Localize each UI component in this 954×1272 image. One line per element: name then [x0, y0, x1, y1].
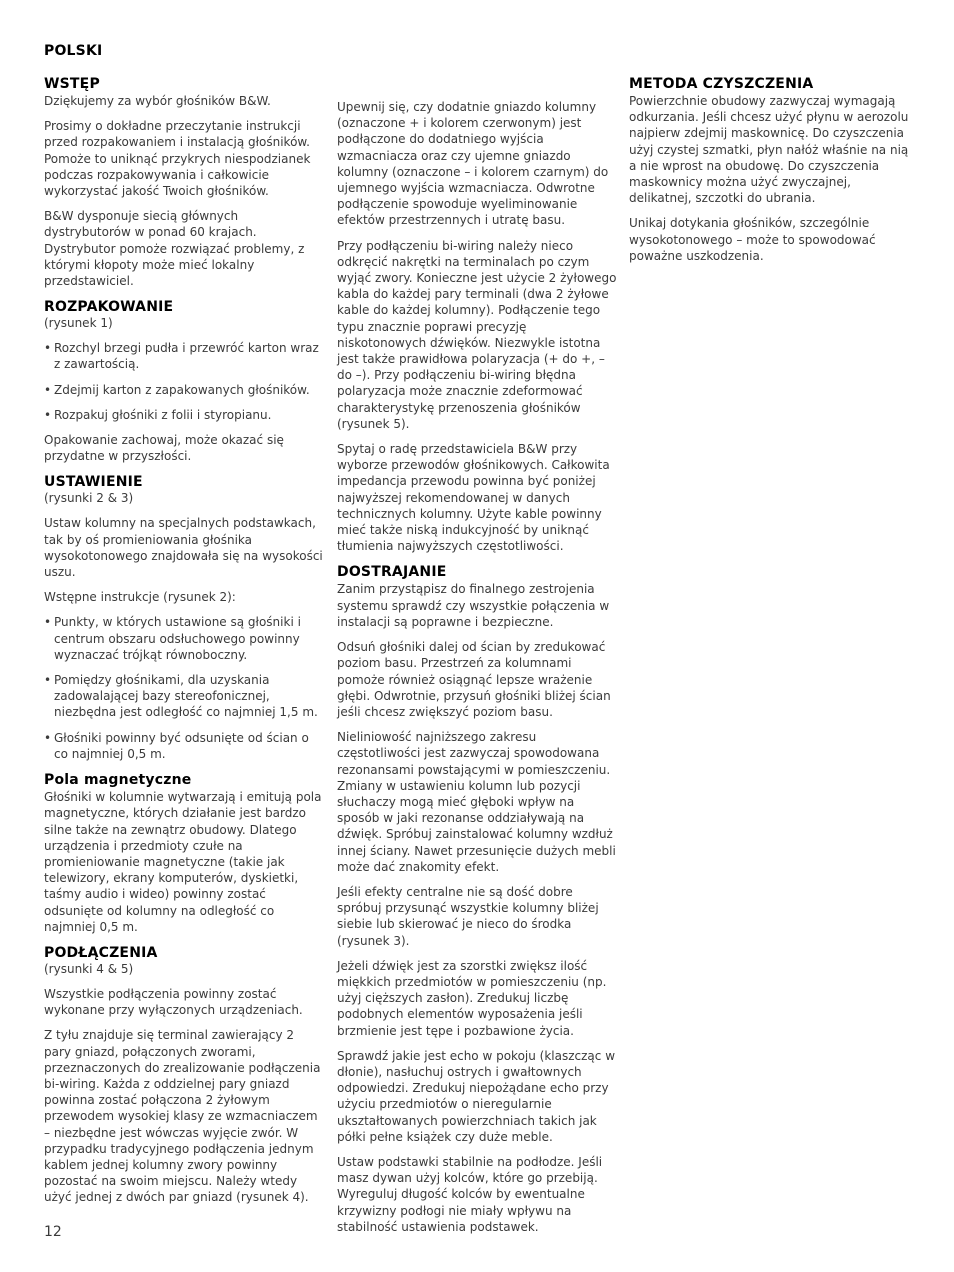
paragraph: Ustaw podstawki stabilnie na podłodze. Jeśli masz dywan użyj kolców, które go przebiją. Wyreguluj długość kolców by ewentualne krzywizny podłogi nie miały wpływu na stabilność ustawienia podstawek.: [337, 1154, 603, 1234]
paragraph: Spytaj o radę przedstawiciela B&W przy wyborze przewodów głośnikowych. Całkowita impedancja przewodu powinna być poniżej najwyższej rekomendowanej w danych technicznych kolumny. Użyte kable powinny mieć także niską indukcyjność by uniknąć tłumienia najwyższych częstotliwości.: [337, 442, 610, 554]
language-label: POLSKI: [44, 43, 103, 59]
paragraph: Przy podłączeniu bi-wiring należy nieco odkręcić nakrętki na terminalach po czym wyjąć zwory. Konieczne jest użycie 2 żyłowego kabla do każdej pary terminali (dwa 2 żyłowe kable do każdej kolumny). Podłączenie tego typu znacznie poprawi precyzję niskotonowych dźwięków. Niezwykle istotna jest także prawidłowa polaryzacja (+ do +, – do –). Przy podłączeniu bi-wiring błędna polaryzacja może znacznie zdeformować charakterystykę przenoszenia głośników (rysunek 5).: [337, 238, 617, 431]
bullet-item: • Rozchyl brzegi pudła i przewróć karton wraz z zawartością.: [44, 340, 324, 372]
paragraph: Upewnij się, czy dodatnie gniazdo kolumny (oznaczone + i kolorem czerwonym) jest podłączone do dodatniego wyjścia wzmacniacza oraz czy ujemne gniazdo kolumny (oznaczone – i kolorem czarnym) do ujemnego wyjścia wzmacniacza. Odwrotne podłączenie spowoduje wyeliminowanie efektów przestrzennych i utratę basu.: [337, 100, 609, 228]
paragraph: Nieliniowość najniższego zakresu częstotliwości jest zazwyczaj spowodowana rezonansami powstającymi w pomieszczeniu. Zmiany w ustawieniu kolumn lub pozycji słuchaczy mogą mieć głęboki wpływ na sposób w jaki rezonanse oddziaływają na dźwięk. Spróbuj zainstalować kolumny wzdłuż innej ściany. Nawet przesunięcie dużych mebli może dać znakomity efekt.: [337, 730, 616, 874]
paragraph: Wszystkie podłączenia powinny zostać wykonane przy wyłączonych urządzeniach.: [44, 986, 303, 1018]
paragraph: Unikaj dotykania głośników, szczególnie wysokotonowego – może to spowodować poważne uszkodzenia.: [629, 216, 876, 263]
paragraph: Jeżeli dźwięk jest za szorstki zwiększ ilość miękkich przedmiotów w pomieszczeniu (np. użyj cięższych zasłon). Zredukuj liczbę podobnych elementów wyposażenia jeśli brzmienie jest tępe i pozbawione życia.: [337, 958, 607, 1038]
paragraph: Dziękujemy za wybór głośników B&W.: [44, 94, 271, 108]
paragraph: Sprawdź jakie jest echo w pokoju (klaszcząc w dłonie), nasłuchuj ostrych i gwałtownych odpowiedzi. Zredukuj niepożądane echo przy użyciu przedmiotów o nieregularnie ukształtowanych powierzchniach takich jak półki pełne książek czy duże meble.: [337, 1048, 616, 1144]
paragraph: Prosimy o dokładne przeczytanie instrukcji przed rozpakowaniem i instalacją głośników. Pomoże to uniknąć przykrych niespodzianek podczas rozpakowywania i całkowicie wykorzystać jakość Twoich głośników.: [44, 119, 311, 199]
column-1: [44, 75, 324, 1215]
heading-pola-magnetyczne: Pola magnetyczne: [44, 772, 192, 789]
heading-rozpakowanie: ROZPAKOWANIE: [44, 299, 174, 316]
heading-dostrajanie: DOSTRAJANIE: [337, 564, 447, 581]
figure-reference: (rysunki 4 & 5): [44, 961, 134, 976]
heading-metoda-czyszczenia: METODA CZYSZCZENIA: [629, 76, 814, 92]
heading-podlaczenia: PODŁĄCZENIA: [44, 944, 158, 961]
column-2: [337, 99, 619, 1244]
paragraph: Zanim przystąpisz do finalnego zestrojenia systemu sprawdź czy wszystkie połączenia w instalacji są poprawne i bezpieczne.: [337, 582, 610, 629]
paragraph: Głośniki w kolumnie wytwarzają i emitują pola magnetyczne, których działanie jest bardzo silne także na zewnątrz obudowy. Dlatego urządzenia i przedmioty czułe na promieniowanie magnetyczne (takie jak telewizory, ekrany komputerów, dyskietki, taśmy audio i wideo) powinny zostać odsunięte od kolumny na odległość co najmniej 0,5 m.: [44, 790, 322, 934]
column-3: [629, 75, 911, 273]
figure-reference: (rysunki 2 & 3): [44, 491, 134, 506]
bullet-item: • Punkty, w których ustawione są głośniki i centrum obszaru odsłuchowego powinny wyznaczać trójkąt równoboczny.: [44, 614, 324, 663]
paragraph: Ustaw kolumny na specjalnych podstawkach, tak by oś promieniowania głośnika wysokotonowego znajdowała się na wysokości uszu.: [44, 516, 323, 580]
bullet-item: • Zdejmij karton z zapakowanych głośników.: [44, 382, 324, 398]
paragraph: Wstępne instrukcje (rysunek 2):: [44, 590, 236, 605]
paragraph: B&W dysponuje siecią głównych dystrybutorów w ponad 60 krajach. Dystrybutor pomoże rozwiązać problemy, z którymi kłopoty może mieć lokalny przedstawiciel.: [44, 209, 305, 289]
heading-wstep: WSTĘP: [44, 76, 100, 92]
bullet-item: • Głośniki powinny być odsunięte od ścian o co najmniej 0,5 m.: [44, 730, 324, 762]
heading-ustawienie: USTAWIENIE: [44, 474, 143, 491]
page-number: 12: [44, 1224, 62, 1240]
bullet-item: • Pomiędzy głośnikami, dla uzyskania zadowalającej bazy stereofonicznej, niezbędna jest odległość co najmniej 1,5 m.: [44, 672, 324, 721]
paragraph: Odsuń głośniki dalej od ścian by zredukować poziom basu. Przestrzeń za kolumnami pomoże również osiągnąć lepsze wrażenie głębi. Odwrotnie, przysuń głośniki bliżej ścian jeśli chcesz zwiększyć poziom basu.: [337, 640, 611, 719]
figure-reference: (rysunek 1): [44, 316, 113, 331]
paragraph: Opakowanie zachowaj, może okazać się przydatne w przyszłości.: [44, 433, 284, 464]
paragraph: Z tyłu znajduje się terminal zawierający 2 pary gniazd, połączonych zworami, przeznaczonych do zrealizowanie podłączenia bi-wiring. Każda z oddzielnej pary gniazd powinna zostać połączona 2 żyłowym przewodem wysokiej klasy ze wzmacniaczem – niezbędne jest wówczas wyjęcie zwór. W przypadku tradycyjnego podłączenia jednym kablem jednej kolumny zwory powinny pozostać na swoim miejscu. Należy wtedy użyć jednej z dwóch par gniazd (rysunek 4).: [44, 1028, 321, 1205]
paragraph: Jeśli efekty centralne nie są dość dobre spróbuj przysunąć wszystkie kolumny bliżej siebie lub skierować je nieco do środka (rysunek 3).: [337, 884, 599, 948]
paragraph: Powierzchnie obudowy zazwyczaj wymagają odkurzania. Jeśli chcesz użyć płynu w aerozolu najpierw zdejmij maskownicę. Do czyszczenia użyj czystej szmatki, płyn nałóż właśnie na nią a nie wprost na obudowę. Do czyszczenia maskownicy można użyć zwyczajnej, delikatnej, szczotki do ubrania.: [629, 94, 909, 206]
bullet-item: • Rozpakuj głośniki z folii i styropianu.: [44, 407, 324, 423]
